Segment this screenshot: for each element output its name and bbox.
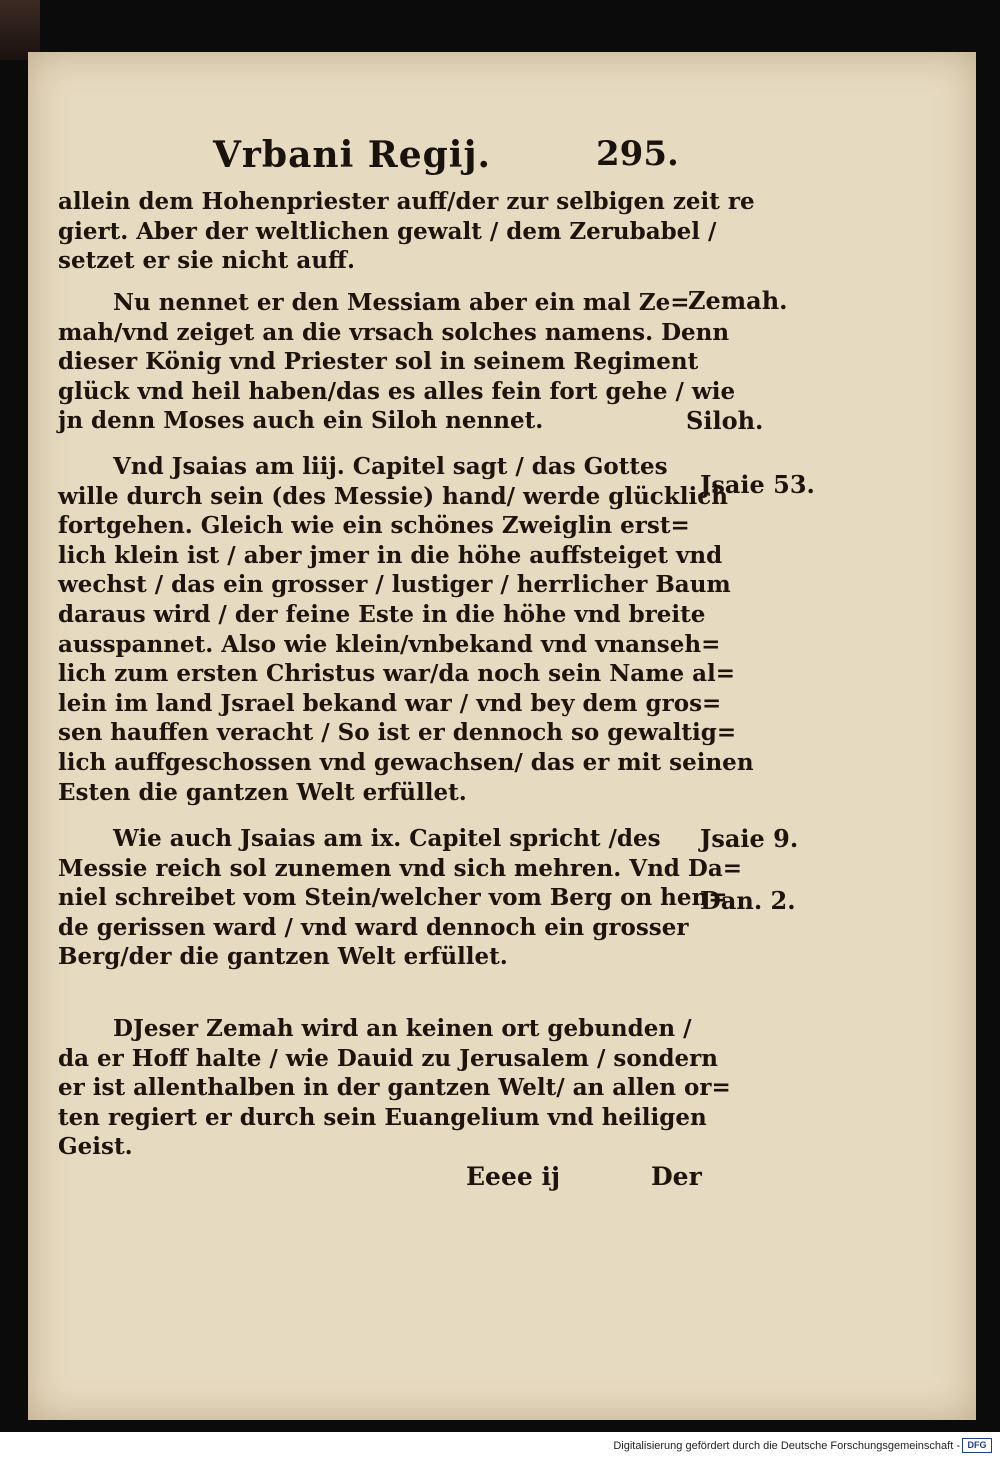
text-line: giert. Aber der weltlichen gewalt / dem Zerubabel / xyxy=(58,217,717,245)
text-line: ausspannet. Also wie klein/vnbekand vnd vnanseh= xyxy=(58,630,721,658)
text-line: wechst / das ein grosser / lustiger / herrlicher Baum xyxy=(58,571,731,599)
funding-credit: Digitalisierung gefördert durch die Deutsche Forschungsgemeinschaft - xyxy=(613,1440,960,1452)
text-line: de gerissen ward / vnd ward dennoch ein grosser xyxy=(58,913,689,941)
paragraph-3 xyxy=(58,452,754,807)
margin-note-isaiah-53: Jsaie 53. xyxy=(700,470,815,499)
text-line: Vnd Jsaias am liij. Capitel sagt / das Gottes xyxy=(113,453,668,480)
text-line: lich zum ersten Christus war/da noch sein Name al= xyxy=(58,660,736,688)
text-line: niel schreibet vom Stein/welcher vom Berg on hen= xyxy=(58,884,728,912)
text-line: dieser König vnd Priester sol in seinem Regiment xyxy=(58,348,699,376)
text-line: fortgehen. Gleich wie ein schönes Zweiglin erst= xyxy=(58,512,690,540)
margin-note-zemah: Zemah. xyxy=(688,286,788,315)
paragraph-2 xyxy=(58,288,736,436)
text-line: setzet er sie nicht auff. xyxy=(58,247,355,275)
page-number: 295. xyxy=(596,134,679,174)
text-line: Nu nennet er den Messiam aber ein mal Ze= xyxy=(113,289,690,316)
margin-note-isaiah-9: Jsaie 9. xyxy=(700,824,799,853)
text-line: lich klein ist / aber jmer in die höhe auffsteiget vnd xyxy=(58,541,723,569)
book-spine-edge xyxy=(0,0,40,60)
signature-mark: Eeee ij xyxy=(466,1162,561,1191)
text-line: sen hauffen veracht / So ist er dennoch so gewaltig= xyxy=(58,719,737,747)
text-line: da er Hoff halte / wie Dauid zu Jerusalem / sondern xyxy=(58,1044,719,1072)
text-line: mah/vnd zeiget an die vrsach solches namens. Denn xyxy=(58,318,730,346)
text-line: ten regiert er durch sein Euangelium vnd heiligen xyxy=(58,1103,707,1131)
text-line: allein dem Hohenpriester auff/der zur selbigen zeit re xyxy=(58,188,755,215)
text-line: Esten die gantzen Welt erfüllet. xyxy=(58,778,467,806)
catchword: Der xyxy=(651,1162,702,1191)
text-line: Wie auch Jsaias am ix. Capitel spricht /des xyxy=(113,825,661,852)
text-line: jn denn Moses auch ein Siloh nennet. xyxy=(58,407,544,435)
text-line: daraus wird / der feine Este in die höhe vnd breite xyxy=(58,600,706,628)
paragraph-1 xyxy=(58,187,755,276)
text-line: lein im land Jsrael bekand war / vnd bey dem gros= xyxy=(58,689,722,717)
margin-note-siloh: Siloh. xyxy=(686,406,764,435)
dfg-logo: DFG xyxy=(962,1438,992,1453)
text-line: er ist allenthalben in der gantzen Welt/ an allen or= xyxy=(58,1074,731,1102)
text-line: DJeser Zemah wird an keinen ort gebunden / xyxy=(113,1015,692,1042)
paragraph-4 xyxy=(58,824,743,972)
book-page xyxy=(28,52,976,1420)
text-line: Messie reich sol zunemen vnd sich mehren. Vnd Da= xyxy=(58,854,743,882)
text-line: wille durch sein (des Messie) hand/ werde glücklich xyxy=(58,482,728,510)
text-line: lich auffgeschossen vnd gewachsen/ das er mit seinen xyxy=(58,748,754,776)
text-line: glück vnd heil haben/das es alles fein fort gehe / wie xyxy=(58,377,736,405)
credit-bar xyxy=(0,1432,1000,1457)
text-line: Geist. xyxy=(58,1133,133,1161)
margin-note-daniel-2: Dan. 2. xyxy=(700,886,796,915)
text-line: Berg/der die gantzen Welt erfüllet. xyxy=(58,943,508,971)
paragraph-5 xyxy=(58,1014,731,1162)
running-title: Vrbani Regij. xyxy=(213,134,492,176)
